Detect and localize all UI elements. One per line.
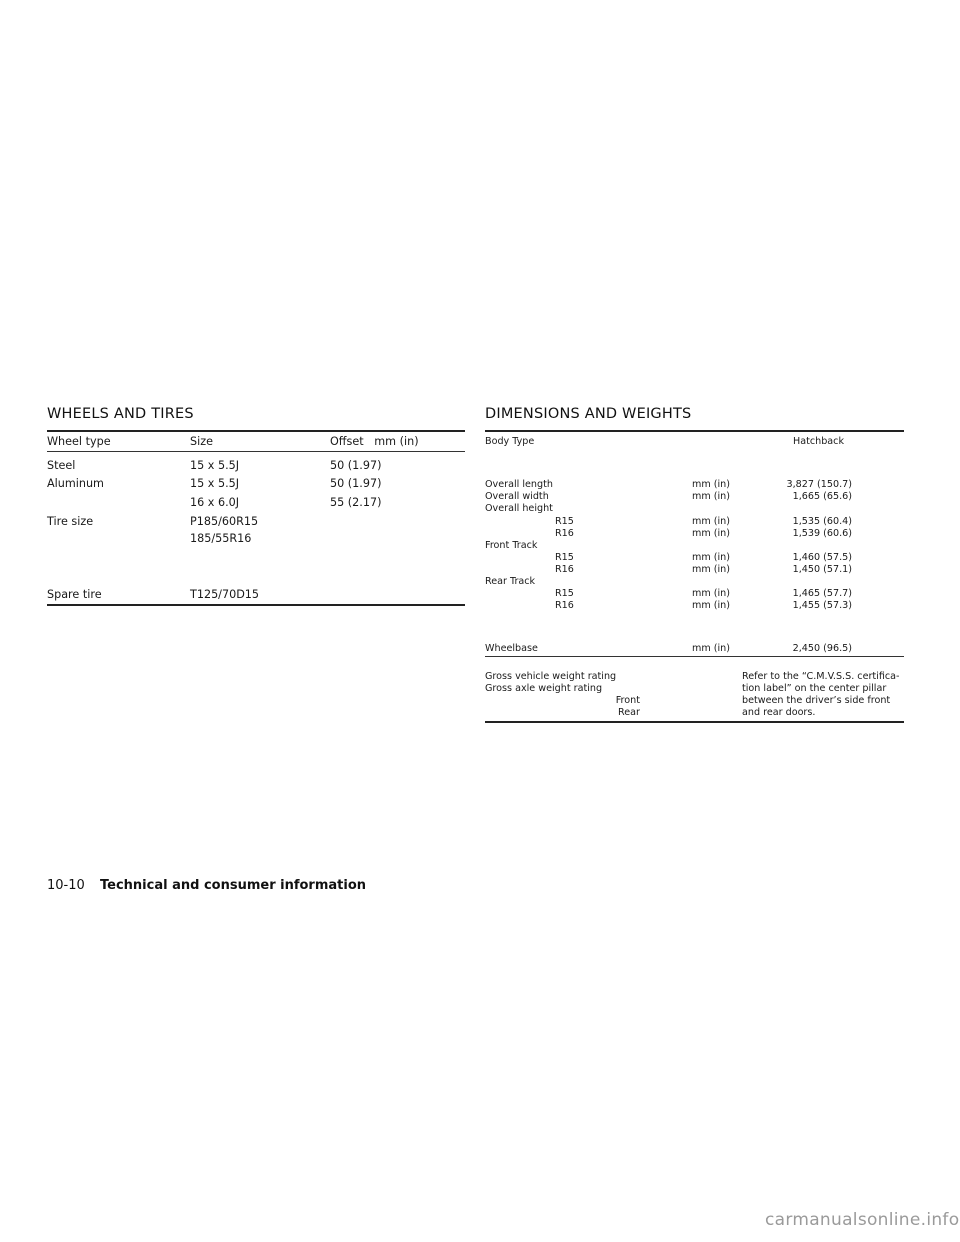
body-type-label: Body Type: [485, 436, 535, 447]
weights-note-line: and rear doors.: [742, 707, 816, 718]
wheels-header-offset: Offset mm (in): [330, 435, 419, 448]
dimension-unit: mm (in): [692, 491, 730, 502]
wheels-row-size: P185/60R15: [190, 515, 259, 528]
page-number: 10-10: [47, 878, 85, 893]
wheels-row-size: 185/55R16: [190, 532, 252, 545]
chapter-title: Technical and consumer information: [100, 878, 367, 893]
wheels-table-bottom-rule: [47, 604, 465, 606]
dimension-unit: mm (in): [692, 528, 730, 539]
watermark-text[interactable]: carmanualsonline.info: [765, 1210, 960, 1230]
gawr-rear-label: Rear: [618, 707, 640, 718]
wheels-row-type: Steel: [47, 459, 76, 472]
dimension-value: 1,455 (57.3): [792, 600, 852, 611]
wheels-row-type: Aluminum: [47, 477, 104, 490]
dimension-sublabel: R16: [555, 564, 574, 575]
body-type-value: Hatchback: [793, 436, 845, 447]
wheels-table-top-rule: [47, 430, 465, 432]
dimension-value: 1,535 (60.4): [792, 516, 852, 527]
dimension-label: Overall length: [485, 479, 553, 490]
wheels-row-size: T125/70D15: [190, 588, 260, 601]
dimension-label: Front Track: [485, 540, 538, 551]
dimension-sublabel: R16: [555, 528, 574, 539]
gawr-front-label: Front: [615, 695, 640, 706]
dimension-value: 1,450 (57.1): [792, 564, 852, 575]
wheels-row-type: Spare tire: [47, 588, 102, 601]
wheels-row-size: 16 x 6.0J: [190, 496, 240, 509]
gvwr-label: Gross vehicle weight rating: [485, 671, 617, 682]
dimension-unit: mm (in): [692, 564, 730, 575]
wheelbase-rule: [485, 656, 904, 657]
dimension-sublabel: R15: [555, 588, 574, 599]
dimension-value: 1,665 (65.6): [792, 491, 852, 502]
weights-note-line: tion label” on the center pillar: [742, 683, 887, 694]
dimension-value: 1,465 (57.7): [792, 588, 852, 599]
wheelbase-value: 2,450 (96.5): [792, 643, 852, 654]
dimension-sublabel: R15: [555, 516, 574, 527]
wheels-header-rule: [47, 451, 465, 452]
dimensions-table-top-rule: [485, 430, 904, 432]
dimension-label: Rear Track: [485, 576, 536, 587]
dimension-label: Overall height: [485, 503, 553, 514]
dimension-value: 3,827 (150.7): [786, 479, 852, 490]
wheelbase-unit: mm (in): [692, 643, 730, 654]
dimension-unit: mm (in): [692, 588, 730, 599]
gawr-label: Gross axle weight rating: [485, 683, 603, 694]
wheels-row-size: 15 x 5.5J: [190, 477, 240, 490]
dimensions-table-bottom-rule: [485, 721, 904, 723]
dimension-unit: mm (in): [692, 479, 730, 490]
dimension-sublabel: R16: [555, 600, 574, 611]
wheelbase-label: Wheelbase: [485, 643, 538, 654]
dimension-sublabel: R15: [555, 552, 574, 563]
dimension-value: 1,539 (60.6): [792, 528, 852, 539]
wheels-row-offset: 50 (1.97): [330, 459, 382, 472]
weights-note-line: Refer to the “C.M.V.S.S. certifica-: [742, 671, 900, 682]
weights-note-line: between the driver’s side front: [742, 695, 891, 706]
dimension-unit: mm (in): [692, 516, 730, 527]
wheels-header-size: Size: [190, 435, 213, 448]
wheels-row-offset: 55 (2.17): [330, 496, 382, 509]
dimension-value: 1,460 (57.5): [792, 552, 852, 563]
wheels-header-type: Wheel type: [47, 435, 111, 448]
dimension-unit: mm (in): [692, 600, 730, 611]
wheels-row-type: Tire size: [47, 515, 94, 528]
wheels-row-offset: 50 (1.97): [330, 477, 382, 490]
wheels-row-size: 15 x 5.5J: [190, 459, 240, 472]
dimension-unit: mm (in): [692, 552, 730, 563]
dimension-label: Overall width: [485, 491, 549, 502]
dimensions-section-title: DIMENSIONS AND WEIGHTS: [485, 406, 692, 422]
wheels-section-title: WHEELS AND TIRES: [47, 406, 194, 422]
